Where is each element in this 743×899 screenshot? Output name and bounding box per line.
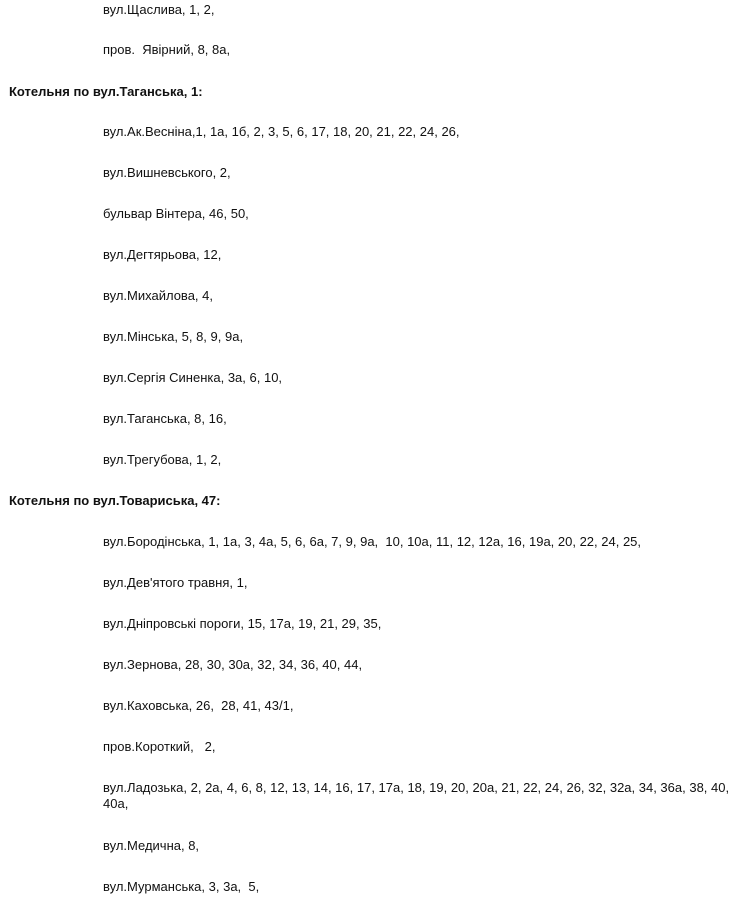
street-line: бульвар Вінтера, 46, 50, bbox=[103, 206, 249, 221]
street-line: вул.Щаслива, 1, 2, bbox=[103, 2, 215, 17]
street-line: вул.Мурманська, 3, 3а, 5, bbox=[103, 879, 260, 894]
street-line: пров. Явірний, 8, 8а, bbox=[103, 42, 231, 57]
street-line: вул.Трегубова, 1, 2, bbox=[103, 452, 222, 467]
street-line: вул.Ак.Весніна,1, 1а, 1б, 2, 3, 5, 6, 17, 18, 20, 21, 22, 24, 26, bbox=[103, 124, 460, 139]
street-line: вул.Дев'ятого травня, 1, bbox=[103, 575, 248, 590]
street-line: вул.Дегтярьова, 12, bbox=[103, 247, 222, 262]
street-line: вул.Зернова, 28, 30, 30а, 32, 34, 36, 40, 44, bbox=[103, 657, 363, 672]
boiler-heading: Котельня по вул.Таганська, 1: bbox=[9, 84, 203, 99]
street-line: вул.Бородінська, 1, 1а, 3, 4а, 5, 6, 6а, 7, 9, 9а, 10, 10а, 11, 12, 12а, 16, 19а, 20, 22, 24, 25, bbox=[103, 534, 642, 549]
street-line: вул.Дніпровські пороги, 15, 17а, 19, 21, 29, 35, bbox=[103, 616, 382, 631]
street-line: пров.Короткий, 2, bbox=[103, 739, 216, 754]
street-line: вул.Каховська, 26, 28, 41, 43/1, bbox=[103, 698, 294, 713]
street-line: вул.Медична, 8, bbox=[103, 838, 200, 853]
street-line: вул.Вишневського, 2, bbox=[103, 165, 231, 180]
street-line: вул.Таганська, 8, 16, bbox=[103, 411, 227, 426]
street-line: вул.Ладозька, 2, 2а, 4, 6, 8, 12, 13, 14, 16, 17, 17а, 18, 19, 20, 20а, 21, 22, 24, 26, 32, 32а, 34, 36а, 38, 40, 40а, bbox=[103, 780, 730, 811]
street-line: вул.Мінська, 5, 8, 9, 9а, bbox=[103, 329, 244, 344]
street-line: вул.Михайлова, 4, bbox=[103, 288, 213, 303]
street-line: вул.Сергія Синенка, 3а, 6, 10, bbox=[103, 370, 283, 385]
boiler-heading: Котельня по вул.Товариська, 47: bbox=[9, 493, 221, 508]
